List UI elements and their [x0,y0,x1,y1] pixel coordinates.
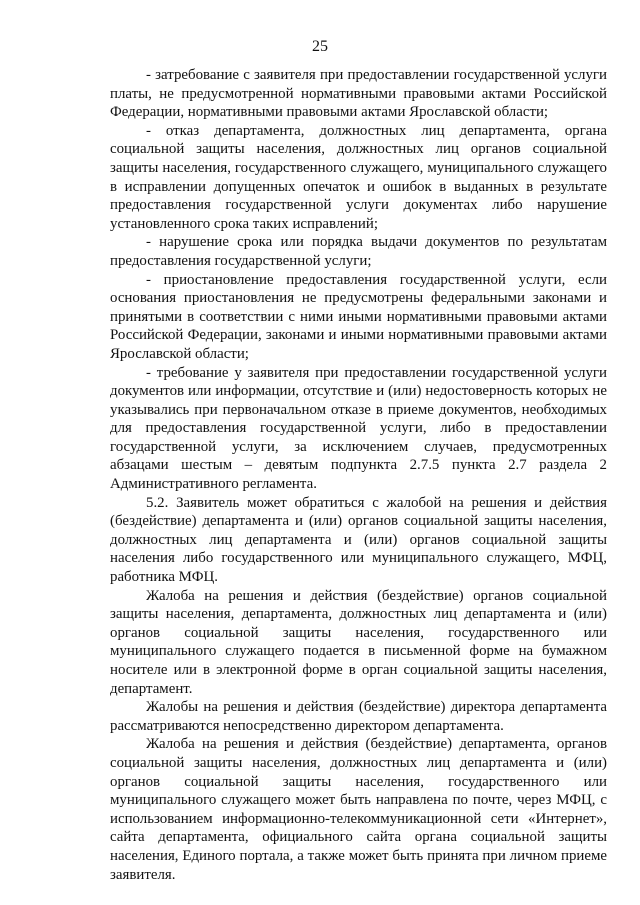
paragraph: Жалоба на решения и действия (бездействие) органов социальной защиты населения, департамента, должностных лиц департамента и (или) органов социальной защиты населения, государственного или муниципального служащего подается в письменной форме на бумажном носителе или в электронной форме в орган социальной защиты населения, департамент. [110,587,607,697]
paragraph: Жалобы на решения и действия (бездействие) директора департамента рассматриваются непосредственно директором департамента. [110,699,607,734]
paragraph: - отказ департамента, должностных лиц департамента, органа социальной защиты населения, должностных лиц органов социальной защиты населения, государственного служащего, муниципального служащего в исправлении допущенных опечаток и ошибок в выданных в результате предоставления государственной услуги документах либо нарушение установленного срока таких исправлений; [110,122,607,232]
paragraph: - требование у заявителя при предоставлении государственной услуги документов или информации, отсутствие и (или) недостоверность которых не указывались при первоначальном отказе в приеме документов, необходимых для предоставления государственной услуги, либо в предоставлении государственной услуги, за исключением случаев, предусмотренных абзацами шестым – девятым подпункта 2.7.5 пункта 2.7 раздела 2 Административного регламента. [110,364,607,493]
paragraph: - приостановление предоставления государственной услуги, если основания приостановления не предусмотрены федеральными законами и принятыми в соответствии с ними иными нормативными правовыми актами Российской Федерации, законами и иными нормативными правовыми актами Ярославской области; [110,271,607,362]
paragraph: 5.2. Заявитель может обратиться с жалобой на решения и действия (бездействие) департамента и (или) органов социальной защиты населения, должностных лиц департамента и (или) органов социальной защиты населения либо государственного или муниципального служащего, МФЦ, работника МФЦ. [110,494,607,586]
page-number: 25 [312,38,328,55]
document-body [110,66,607,884]
paragraph: - нарушение срока или порядка выдачи документов по результатам предоставления государственной услуги; [110,234,607,269]
paragraph: - затребование с заявителя при предоставлении государственной услуги платы, не предусмотренной нормативными правовыми актами Российской Федерации, нормативными правовыми актами Ярославской области; [110,67,607,121]
paragraph: Жалоба на решения и действия (бездействие) департамента, органов социальной защиты населения, должностных лиц департамента и (или) органов социальной защиты населения, государственного или муниципального служащего может быть направлена по почте, через МФЦ, с использованием информационно-телекоммуникационной сети «Интернет», сайта департамента, официального сайта органа социальной защиты населения, Единого портала, а также может быть принята при личном приеме заявителя. [110,736,607,883]
